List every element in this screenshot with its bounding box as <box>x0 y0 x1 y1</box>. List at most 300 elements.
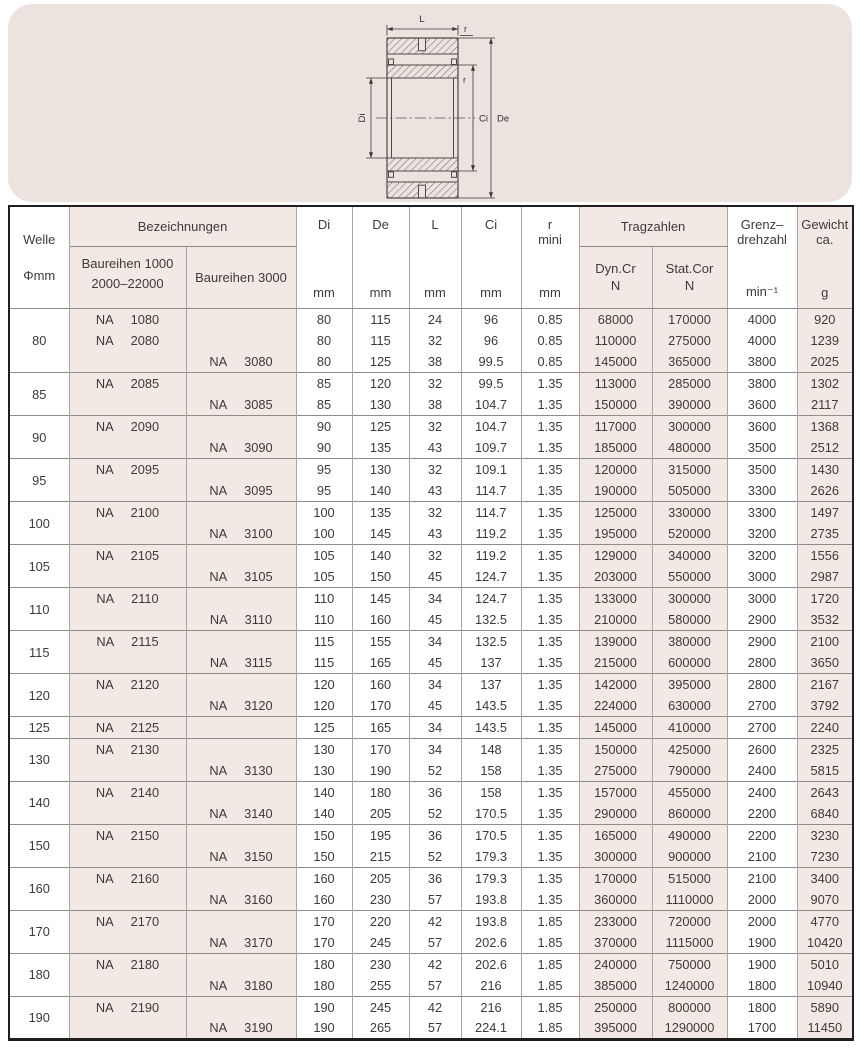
cell-dyn-cr: 117000 <box>579 416 652 438</box>
cell-ci: 132.5 <box>461 631 521 653</box>
cell-dyn-cr: 360000 <box>579 889 652 911</box>
cell-l: 57 <box>409 889 461 911</box>
cell-r-mini: 1.85 <box>521 953 579 975</box>
rollers-top <box>387 54 458 65</box>
cell-designation-1000 <box>69 695 186 717</box>
cell-de: 255 <box>352 975 409 997</box>
cell-grenzdrehzahl: 3800 <box>727 351 797 373</box>
cell-designation-1000: NA 2170 <box>69 910 186 932</box>
cell-designation-3000: NA 3180 <box>186 975 296 997</box>
rollers-bottom <box>387 171 458 182</box>
cell-r-mini: 1.35 <box>521 867 579 889</box>
cell-gewicht: 3532 <box>797 609 853 631</box>
cell-ci: 119.2 <box>461 523 521 545</box>
table-row <box>9 437 853 459</box>
table-row <box>9 523 853 545</box>
cell-gewicht: 1302 <box>797 373 853 395</box>
cell-stat-cor: 490000 <box>652 824 727 846</box>
table-row <box>9 394 853 416</box>
cell-de: 205 <box>352 803 409 825</box>
cell-dyn-cr: 250000 <box>579 996 652 1018</box>
cell-l: 43 <box>409 480 461 502</box>
cell-ci: 137 <box>461 652 521 674</box>
cell-grenzdrehzahl: 3200 <box>727 545 797 567</box>
cell-welle: 80 <box>9 308 69 373</box>
cell-designation-1000 <box>69 480 186 502</box>
cell-ci: 179.3 <box>461 846 521 868</box>
cell-welle: 130 <box>9 738 69 781</box>
cell-dyn-cr: 142000 <box>579 674 652 696</box>
cell-designation-3000: NA 3120 <box>186 695 296 717</box>
cell-r-mini: 1.35 <box>521 717 579 739</box>
cell-stat-cor: 480000 <box>652 437 727 459</box>
cell-ci: 132.5 <box>461 609 521 631</box>
cell-dyn-cr: 290000 <box>579 803 652 825</box>
cell-designation-3000 <box>186 416 296 438</box>
cell-gewicht: 2100 <box>797 631 853 653</box>
col-header-tragzahlen: Tragzahlen <box>579 206 727 246</box>
table-row <box>9 652 853 674</box>
cell-de: 195 <box>352 824 409 846</box>
cell-dyn-cr: 233000 <box>579 910 652 932</box>
cell-ci: 202.6 <box>461 932 521 954</box>
cell-r-mini: 0.85 <box>521 330 579 352</box>
cell-stat-cor: 550000 <box>652 566 727 588</box>
cell-ci: 96 <box>461 308 521 330</box>
cell-grenzdrehzahl: 1700 <box>727 1018 797 1040</box>
cell-dyn-cr: 224000 <box>579 695 652 717</box>
cell-r-mini: 0.85 <box>521 308 579 330</box>
cell-designation-3000 <box>186 953 296 975</box>
cell-grenzdrehzahl: 3000 <box>727 566 797 588</box>
cell-gewicht: 2167 <box>797 674 853 696</box>
cell-de: 130 <box>352 459 409 481</box>
cell-welle: 150 <box>9 824 69 867</box>
cell-dyn-cr: 395000 <box>579 1018 652 1040</box>
cell-designation-1000 <box>69 932 186 954</box>
cell-grenzdrehzahl: 1800 <box>727 996 797 1018</box>
cell-designation-1000: NA 2120 <box>69 674 186 696</box>
cell-l: 36 <box>409 867 461 889</box>
cell-di: 180 <box>296 953 352 975</box>
cell-de: 165 <box>352 652 409 674</box>
cell-l: 32 <box>409 330 461 352</box>
table-row <box>9 760 853 782</box>
cell-de: 120 <box>352 373 409 395</box>
cell-de: 205 <box>352 867 409 889</box>
col-header-ci: Ci mm <box>461 206 521 308</box>
cell-di: 80 <box>296 308 352 330</box>
cell-designation-3000 <box>186 781 296 803</box>
cell-di: 130 <box>296 760 352 782</box>
cell-grenzdrehzahl: 2200 <box>727 824 797 846</box>
cell-designation-1000 <box>69 609 186 631</box>
cell-designation-1000: NA 2140 <box>69 781 186 803</box>
cell-stat-cor: 275000 <box>652 330 727 352</box>
cell-designation-3000: NA 3090 <box>186 437 296 459</box>
cell-de: 140 <box>352 480 409 502</box>
cell-designation-3000 <box>186 996 296 1018</box>
cell-ci: 99.5 <box>461 373 521 395</box>
cell-l: 36 <box>409 781 461 803</box>
cell-r-mini: 1.85 <box>521 996 579 1018</box>
table-row <box>9 910 853 932</box>
outer-ring-split-bottom <box>419 185 426 199</box>
cell-stat-cor: 300000 <box>652 588 727 610</box>
cell-de: 145 <box>352 523 409 545</box>
cell-di: 115 <box>296 631 352 653</box>
cell-designation-3000 <box>186 308 296 330</box>
cell-de: 170 <box>352 738 409 760</box>
cell-grenzdrehzahl: 2900 <box>727 631 797 653</box>
cell-designation-1000 <box>69 889 186 911</box>
cell-ci: 137 <box>461 674 521 696</box>
cell-ci: 119.2 <box>461 545 521 567</box>
cell-grenzdrehzahl: 3600 <box>727 394 797 416</box>
cell-l: 34 <box>409 588 461 610</box>
cell-r-mini: 1.85 <box>521 932 579 954</box>
cell-dyn-cr: 215000 <box>579 652 652 674</box>
label-di: Di <box>357 113 368 123</box>
cell-designation-3000: NA 3115 <box>186 652 296 674</box>
cell-r-mini: 1.35 <box>521 803 579 825</box>
col-header-grenzdrehzahl: Grenz– drehzahl min⁻¹ <box>727 206 797 308</box>
cell-grenzdrehzahl: 2900 <box>727 609 797 631</box>
cell-l: 32 <box>409 502 461 524</box>
table-row <box>9 867 853 889</box>
table-row <box>9 824 853 846</box>
table-row <box>9 717 853 739</box>
cell-r-mini: 1.35 <box>521 416 579 438</box>
cell-di: 100 <box>296 502 352 524</box>
cell-l: 45 <box>409 566 461 588</box>
cell-l: 32 <box>409 416 461 438</box>
cell-de: 245 <box>352 932 409 954</box>
cell-ci: 99.5 <box>461 351 521 373</box>
cell-l: 36 <box>409 824 461 846</box>
cell-dyn-cr: 129000 <box>579 545 652 567</box>
cell-dyn-cr: 150000 <box>579 738 652 760</box>
cell-designation-3000: NA 3160 <box>186 889 296 911</box>
label-r-top: r <box>464 24 467 34</box>
cell-designation-1000 <box>69 394 186 416</box>
cell-stat-cor: 425000 <box>652 738 727 760</box>
cell-designation-3000: NA 3105 <box>186 566 296 588</box>
cell-de: 245 <box>352 996 409 1018</box>
cell-ci: 158 <box>461 760 521 782</box>
cell-di: 90 <box>296 416 352 438</box>
cell-designation-1000: NA 2130 <box>69 738 186 760</box>
cell-de: 145 <box>352 588 409 610</box>
cell-gewicht: 1239 <box>797 330 853 352</box>
cell-gewicht: 11450 <box>797 1018 853 1040</box>
table-row <box>9 996 853 1018</box>
cell-r-mini: 1.35 <box>521 545 579 567</box>
table-row <box>9 502 853 524</box>
cell-welle: 125 <box>9 717 69 739</box>
cell-gewicht: 3792 <box>797 695 853 717</box>
cell-designation-1000: NA 2110 <box>69 588 186 610</box>
cell-ci: 143.5 <box>461 717 521 739</box>
cell-grenzdrehzahl: 1800 <box>727 975 797 997</box>
label-r-inner: r <box>463 75 466 85</box>
table-header <box>9 206 853 308</box>
cell-dyn-cr: 139000 <box>579 631 652 653</box>
cell-dyn-cr: 133000 <box>579 588 652 610</box>
col-header-bezeichnungen: Bezeichnungen <box>69 206 296 246</box>
cell-designation-1000 <box>69 760 186 782</box>
cell-r-mini: 1.85 <box>521 910 579 932</box>
cell-r-mini: 1.35 <box>521 781 579 803</box>
table-row <box>9 631 853 653</box>
cell-r-mini: 1.35 <box>521 588 579 610</box>
cell-stat-cor: 380000 <box>652 631 727 653</box>
table-row <box>9 588 853 610</box>
cell-stat-cor: 600000 <box>652 652 727 674</box>
cell-welle: 140 <box>9 781 69 824</box>
cell-gewicht: 10940 <box>797 975 853 997</box>
outer-ring-split-top <box>419 37 426 51</box>
cell-l: 42 <box>409 910 461 932</box>
cell-designation-3000 <box>186 330 296 352</box>
cell-designation-1000 <box>69 1018 186 1040</box>
cell-l: 57 <box>409 975 461 997</box>
cell-dyn-cr: 170000 <box>579 867 652 889</box>
cell-dyn-cr: 300000 <box>579 846 652 868</box>
cell-di: 115 <box>296 652 352 674</box>
cell-gewicht: 10420 <box>797 932 853 954</box>
table-row <box>9 803 853 825</box>
cell-l: 42 <box>409 996 461 1018</box>
cell-l: 34 <box>409 631 461 653</box>
table-row <box>9 674 853 696</box>
cell-dyn-cr: 113000 <box>579 373 652 395</box>
cell-designation-1000 <box>69 566 186 588</box>
cell-l: 52 <box>409 803 461 825</box>
cell-gewicht: 2325 <box>797 738 853 760</box>
col-header-welle <box>9 206 69 308</box>
cell-ci: 193.8 <box>461 910 521 932</box>
cell-di: 140 <box>296 803 352 825</box>
cell-designation-3000 <box>186 867 296 889</box>
cell-di: 140 <box>296 781 352 803</box>
cell-l: 52 <box>409 760 461 782</box>
cell-de: 135 <box>352 502 409 524</box>
cell-l: 38 <box>409 394 461 416</box>
cell-designation-1000: NA 2095 <box>69 459 186 481</box>
cell-l: 34 <box>409 717 461 739</box>
cell-di: 90 <box>296 437 352 459</box>
cell-gewicht: 3230 <box>797 824 853 846</box>
col-header-l: L mm <box>409 206 461 308</box>
cell-stat-cor: 315000 <box>652 459 727 481</box>
table-body <box>9 308 853 1039</box>
cell-di: 125 <box>296 717 352 739</box>
cell-gewicht: 920 <box>797 308 853 330</box>
cell-di: 80 <box>296 330 352 352</box>
cell-gewicht: 5815 <box>797 760 853 782</box>
cell-designation-1000: NA 2115 <box>69 631 186 653</box>
cell-ci: 179.3 <box>461 867 521 889</box>
cell-grenzdrehzahl: 1900 <box>727 953 797 975</box>
cell-designation-3000 <box>186 588 296 610</box>
cell-welle: 90 <box>9 416 69 459</box>
table-row <box>9 781 853 803</box>
cell-ci: 148 <box>461 738 521 760</box>
cell-designation-3000 <box>186 824 296 846</box>
cell-stat-cor: 520000 <box>652 523 727 545</box>
cell-gewicht: 2643 <box>797 781 853 803</box>
cell-l: 45 <box>409 695 461 717</box>
cell-de: 125 <box>352 351 409 373</box>
cell-ci: 124.7 <box>461 566 521 588</box>
cell-stat-cor: 720000 <box>652 910 727 932</box>
cell-grenzdrehzahl: 2100 <box>727 867 797 889</box>
cell-welle: 95 <box>9 459 69 502</box>
table-row <box>9 953 853 975</box>
cell-l: 24 <box>409 308 461 330</box>
cell-dyn-cr: 157000 <box>579 781 652 803</box>
cell-stat-cor: 800000 <box>652 996 727 1018</box>
cell-de: 230 <box>352 889 409 911</box>
cell-l: 57 <box>409 932 461 954</box>
cell-designation-1000: NA 2085 <box>69 373 186 395</box>
bearing-spec-table <box>8 205 854 1041</box>
cell-gewicht: 3400 <box>797 867 853 889</box>
cell-de: 160 <box>352 609 409 631</box>
table-row <box>9 738 853 760</box>
cell-welle: 100 <box>9 502 69 545</box>
cell-de: 230 <box>352 953 409 975</box>
cell-di: 160 <box>296 889 352 911</box>
cell-designation-1000 <box>69 975 186 997</box>
cell-gewicht: 4770 <box>797 910 853 932</box>
cell-designation-3000 <box>186 738 296 760</box>
cell-stat-cor: 1290000 <box>652 1018 727 1040</box>
cell-welle: 115 <box>9 631 69 674</box>
cell-dyn-cr: 370000 <box>579 932 652 954</box>
cell-r-mini: 1.35 <box>521 631 579 653</box>
cell-de: 160 <box>352 674 409 696</box>
cell-gewicht: 2626 <box>797 480 853 502</box>
cell-grenzdrehzahl: 2600 <box>727 738 797 760</box>
cell-gewicht: 1720 <box>797 588 853 610</box>
cell-welle: 170 <box>9 910 69 953</box>
cell-designation-1000: NA 1080 <box>69 308 186 330</box>
cell-stat-cor: 1110000 <box>652 889 727 911</box>
cell-grenzdrehzahl: 3300 <box>727 480 797 502</box>
cell-r-mini: 1.85 <box>521 975 579 997</box>
cell-l: 38 <box>409 351 461 373</box>
cell-designation-3000 <box>186 717 296 739</box>
cell-grenzdrehzahl: 3300 <box>727 502 797 524</box>
cell-ci: 104.7 <box>461 416 521 438</box>
col-header-stat-cor: Stat.Cor N <box>652 246 727 308</box>
cell-gewicht: 1368 <box>797 416 853 438</box>
cell-r-mini: 1.35 <box>521 889 579 911</box>
cell-de: 165 <box>352 717 409 739</box>
cell-grenzdrehzahl: 4000 <box>727 308 797 330</box>
cell-designation-3000 <box>186 502 296 524</box>
cell-r-mini: 1.35 <box>521 523 579 545</box>
cell-ci: 109.1 <box>461 459 521 481</box>
cell-l: 45 <box>409 652 461 674</box>
cell-designation-3000: NA 3140 <box>186 803 296 825</box>
cell-stat-cor: 285000 <box>652 373 727 395</box>
cell-gewicht: 1556 <box>797 545 853 567</box>
cell-l: 43 <box>409 523 461 545</box>
cell-stat-cor: 330000 <box>652 502 727 524</box>
cell-l: 34 <box>409 674 461 696</box>
cell-di: 150 <box>296 824 352 846</box>
cell-di: 85 <box>296 373 352 395</box>
cell-ci: 124.7 <box>461 588 521 610</box>
cell-designation-1000: NA 2180 <box>69 953 186 975</box>
cell-stat-cor: 860000 <box>652 803 727 825</box>
cell-dyn-cr: 195000 <box>579 523 652 545</box>
table-row <box>9 695 853 717</box>
cell-r-mini: 1.35 <box>521 394 579 416</box>
cell-dyn-cr: 210000 <box>579 609 652 631</box>
cell-de: 220 <box>352 910 409 932</box>
cell-de: 215 <box>352 846 409 868</box>
cell-di: 150 <box>296 846 352 868</box>
cell-de: 190 <box>352 760 409 782</box>
table-row <box>9 308 853 330</box>
table-row <box>9 889 853 911</box>
cell-r-mini: 1.35 <box>521 459 579 481</box>
cell-grenzdrehzahl: 2000 <box>727 910 797 932</box>
cell-designation-1000: NA 2190 <box>69 996 186 1018</box>
cell-gewicht: 3650 <box>797 652 853 674</box>
cell-designation-1000: NA 2125 <box>69 717 186 739</box>
cell-ci: 158 <box>461 781 521 803</box>
cell-r-mini: 1.35 <box>521 760 579 782</box>
cell-stat-cor: 1240000 <box>652 975 727 997</box>
table-row <box>9 480 853 502</box>
col-header-baureihen-3000: Baureihen 3000 <box>186 246 296 308</box>
cell-di: 190 <box>296 1018 352 1040</box>
cell-designation-3000 <box>186 545 296 567</box>
cell-stat-cor: 395000 <box>652 674 727 696</box>
cell-de: 135 <box>352 437 409 459</box>
label-de: De <box>497 113 510 125</box>
inner-ring-top <box>387 65 458 78</box>
cell-dyn-cr: 145000 <box>579 717 652 739</box>
cell-designation-3000: NA 3085 <box>186 394 296 416</box>
cell-stat-cor: 515000 <box>652 867 727 889</box>
cell-designation-1000 <box>69 652 186 674</box>
cell-r-mini: 1.35 <box>521 652 579 674</box>
cell-dyn-cr: 385000 <box>579 975 652 997</box>
cell-gewicht: 1497 <box>797 502 853 524</box>
cell-dyn-cr: 125000 <box>579 502 652 524</box>
cell-designation-1000 <box>69 846 186 868</box>
cell-grenzdrehzahl: 2800 <box>727 652 797 674</box>
cell-l: 32 <box>409 373 461 395</box>
cell-dyn-cr: 275000 <box>579 760 652 782</box>
cell-r-mini: 1.35 <box>521 373 579 395</box>
cell-designation-3000 <box>186 373 296 395</box>
col-header-r-mini: r mini mm <box>521 206 579 308</box>
cell-r-mini: 0.85 <box>521 351 579 373</box>
cell-gewicht: 2735 <box>797 523 853 545</box>
cell-stat-cor: 455000 <box>652 781 727 803</box>
table-row <box>9 373 853 395</box>
cell-designation-3000 <box>186 459 296 481</box>
table-row <box>9 609 853 631</box>
cell-gewicht: 6840 <box>797 803 853 825</box>
